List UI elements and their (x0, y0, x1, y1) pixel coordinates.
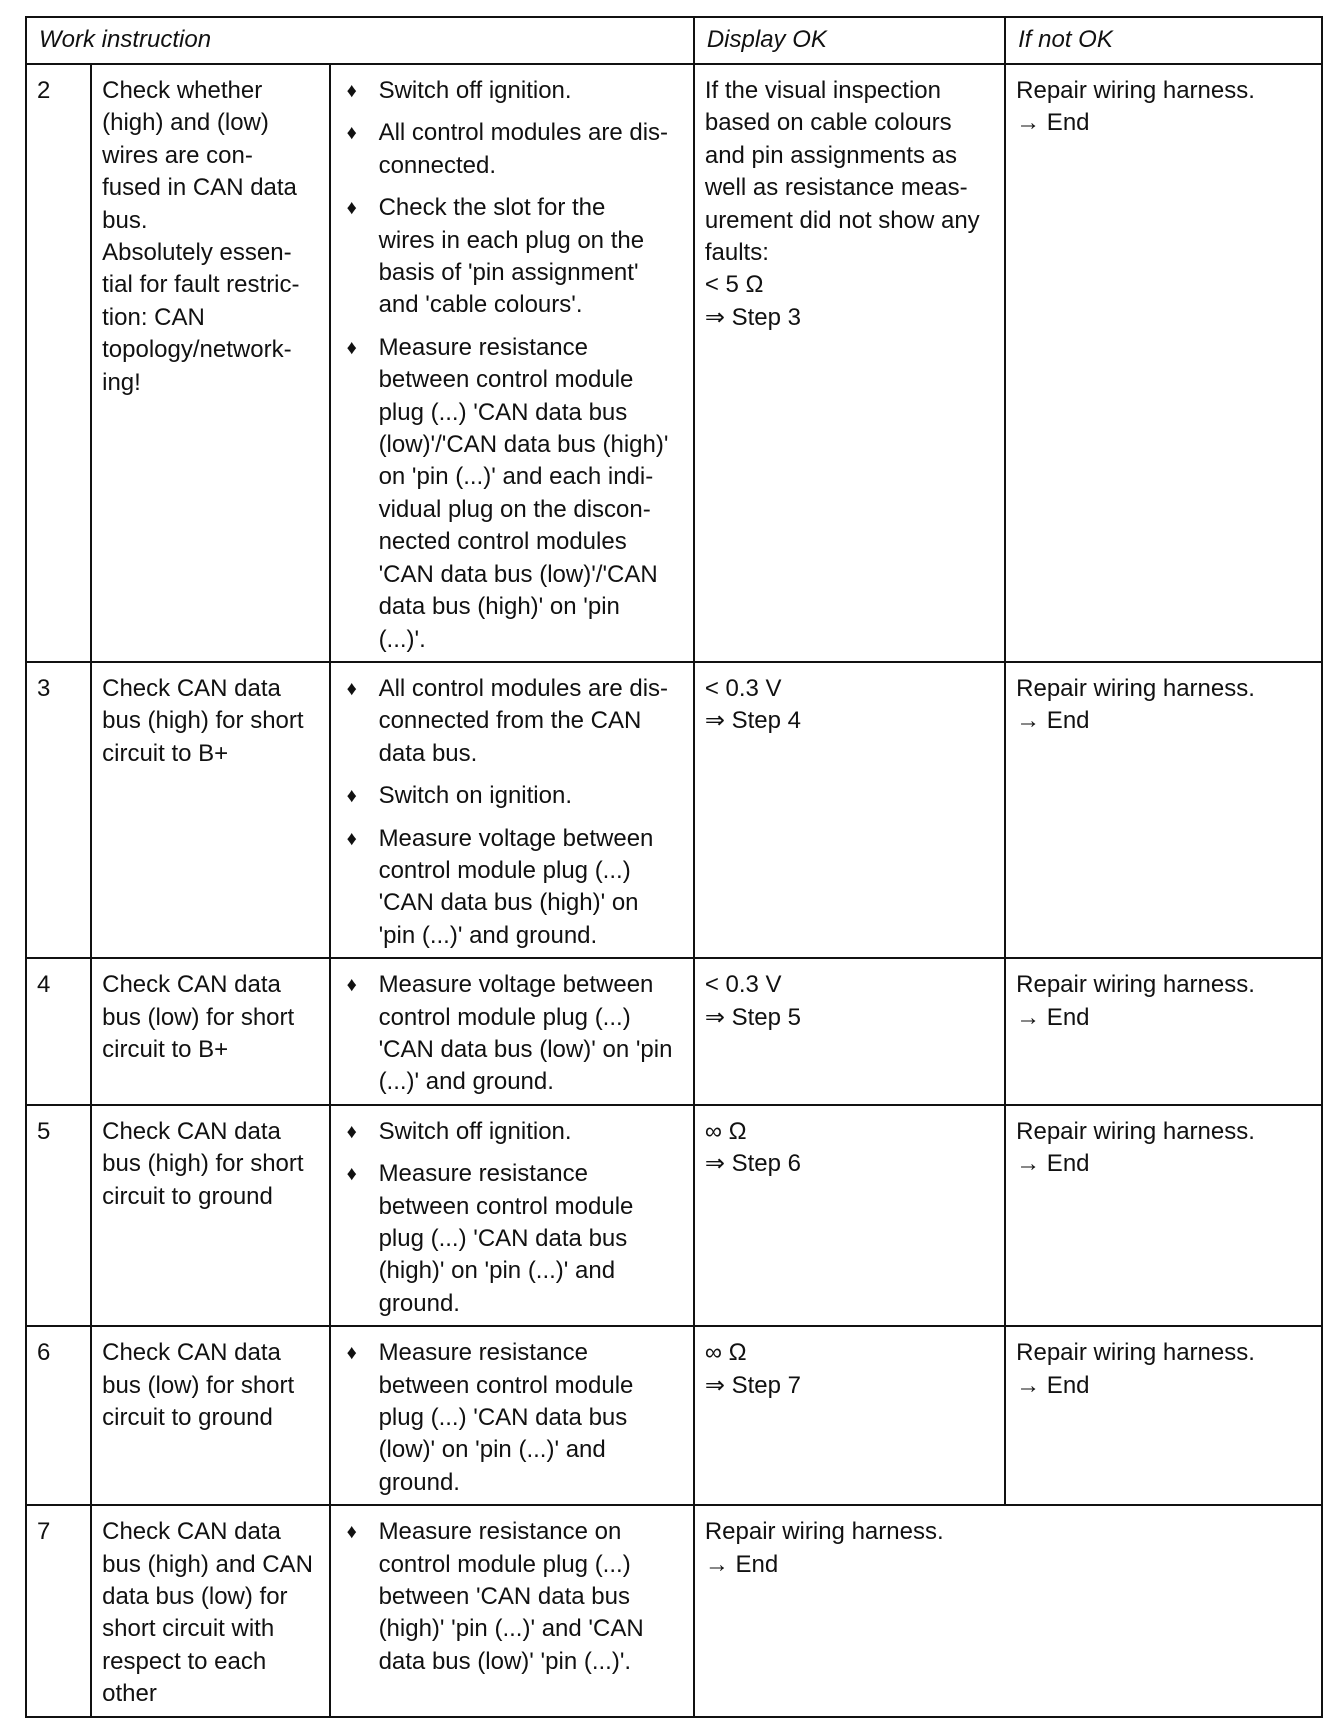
check-description: Check whether (high) and (low) wires are con- fused in CAN data bus. Absolutely essen- tial for fault restric- tion: CAN topology/network- ing! (91, 64, 329, 662)
display-ok-value: ∞ Ω ⇒ Step 7 (694, 1326, 1005, 1505)
action-list-cell (330, 1505, 694, 1717)
action-list-cell (330, 958, 694, 1105)
bullet-icon: ♦ (346, 677, 357, 700)
table-row (26, 64, 1322, 662)
bullet-icon: ♦ (346, 1342, 357, 1365)
bullet-icon: ♦ (346, 1521, 357, 1544)
action-text: Switch on ignition. (378, 782, 573, 810)
display-ok-value: ∞ Ω ⇒ Step 6 (694, 1105, 1005, 1326)
bullet-icon: ♦ (346, 1163, 357, 1186)
step-number: 4 (26, 958, 91, 1105)
check-description: Check CAN data bus (high) and CAN data bus (low) for short circuit with respect to each other (91, 1505, 329, 1717)
bullet-icon: ♦ (346, 336, 357, 359)
action-text: Measure resistance between control module plug (...) 'CAN data bus (low)' on 'pin (...)' and ground. (378, 1339, 634, 1496)
action-list-cell (330, 662, 694, 958)
action-list-cell (330, 1105, 694, 1326)
check-description: Check CAN data bus (low) for short circuit to B+ (91, 958, 329, 1105)
action-text: All control modules are dis- connected. (378, 119, 669, 179)
bullet-icon: ♦ (346, 827, 357, 850)
list-item (341, 1158, 684, 1320)
bullet-icon: ♦ (346, 785, 357, 808)
action-text: Measure resistance between control module plug (...) 'CAN data bus (high)' on 'pin (...)' and ground. (378, 1160, 634, 1317)
list-item (341, 1337, 684, 1499)
action-text: Check the slot for the wires in each plug on the basis of 'pin assignment' and 'cable colours'. (378, 194, 645, 319)
list-item (341, 823, 684, 953)
table-row (26, 1505, 1322, 1717)
action-text: All control modules are dis- connected from the CAN data bus. (378, 674, 669, 767)
list-item (341, 75, 684, 107)
list-item (341, 1516, 684, 1678)
header-work-instruction: Work instruction (26, 17, 694, 64)
bullet-icon: ♦ (346, 197, 357, 220)
bullet-icon: ♦ (346, 122, 357, 145)
action-text: Switch off ignition. (378, 1117, 572, 1145)
list-item (341, 673, 684, 770)
step-number: 2 (26, 64, 91, 662)
table-row (26, 662, 1322, 958)
action-list-cell (330, 64, 694, 662)
not-ok-action: Repair wiring harness. → End (1005, 958, 1322, 1105)
bullet-icon: ♦ (346, 974, 357, 997)
list-item (341, 1116, 684, 1148)
action-list (341, 1337, 684, 1499)
step-number: 3 (26, 662, 91, 958)
not-ok-action: Repair wiring harness. → End (1005, 1105, 1322, 1326)
table-row (26, 1326, 1322, 1505)
not-ok-action: Repair wiring harness. → End (1005, 64, 1322, 662)
action-list (341, 969, 684, 1099)
table-row (26, 958, 1322, 1105)
check-description: Check CAN data bus (low) for short circuit to ground (91, 1326, 329, 1505)
action-text: Switch off ignition. (378, 77, 572, 104)
action-text: Measure resistance on control module plug (...) between 'CAN data bus (high)' 'pin (...)' and 'CAN data bus (low)' 'pin (...)'. (378, 1518, 644, 1675)
check-description: Check CAN data bus (high) for short circuit to B+ (91, 662, 329, 958)
list-item (341, 780, 684, 812)
list-item (341, 332, 684, 656)
display-ok-value: Repair wiring harness. → End (694, 1505, 1322, 1717)
table-row (26, 1105, 1322, 1326)
display-ok-value: If the visual inspection based on cable colours and pin assignments as well as resistance meas- urement did not show any faults: < 5 Ω ⇒ Step 3 (694, 64, 1005, 662)
list-item (341, 117, 684, 182)
action-list-cell (330, 1326, 694, 1505)
list-item (341, 192, 684, 322)
not-ok-action: Repair wiring harness. → End (1005, 1326, 1322, 1505)
check-description: Check CAN data bus (high) for short circuit to ground (91, 1105, 329, 1326)
list-item (341, 969, 684, 1099)
step-number: 7 (26, 1505, 91, 1717)
action-list (341, 673, 684, 952)
header-if-not-ok: If not OK (1005, 17, 1322, 64)
action-list (341, 1516, 684, 1678)
action-text: Measure resistance between control module plug (...) 'CAN data bus (low)'/'CAN data bus (high)' on 'pin (...)' and each indi- vidual plug on the discon- nected control modules 'CAN data bus (low)'/'CAN data bus (high)' on 'pin (...)'. (378, 333, 669, 653)
action-list (341, 1116, 684, 1320)
header-display-ok: Display OK (694, 17, 1005, 64)
step-number: 5 (26, 1105, 91, 1326)
action-text: Measure voltage between control module plug (...) 'CAN data bus (low)' on 'pin (...)' and ground. (378, 971, 673, 1096)
bullet-icon: ♦ (346, 80, 357, 102)
step-number: 6 (26, 1326, 91, 1505)
work-instruction-table (25, 16, 1323, 1718)
display-ok-value: < 0.3 V ⇒ Step 5 (694, 958, 1005, 1105)
display-ok-value: < 0.3 V ⇒ Step 4 (694, 662, 1005, 958)
not-ok-action: Repair wiring harness. → End (1005, 662, 1322, 958)
header-row (26, 17, 1322, 64)
bullet-icon: ♦ (346, 1120, 357, 1143)
action-list (341, 75, 684, 656)
action-text: Measure voltage between control module plug (...) 'CAN data bus (high)' on 'pin (...)' and ground. (378, 824, 654, 949)
